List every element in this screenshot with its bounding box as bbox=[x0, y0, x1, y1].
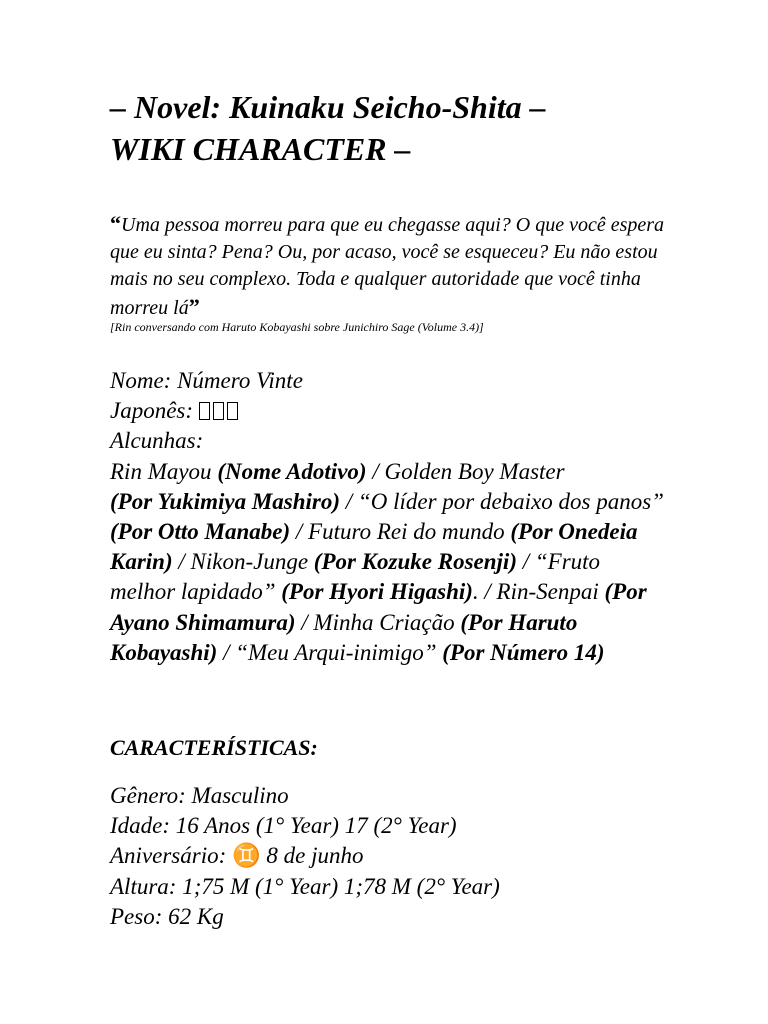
nickname-source: (Por Hyori Higashi) bbox=[281, 579, 473, 605]
title-line-2: WIKI CHARACTER – bbox=[110, 131, 411, 167]
weight-line: Peso: 62 Kg bbox=[110, 903, 224, 929]
japanese-label: Japonês: bbox=[110, 398, 194, 424]
nickname-source: (Por Haruto Kobayashi) bbox=[110, 609, 578, 665]
nicknames-list bbox=[110, 457, 670, 668]
nickname: / Minha Criação bbox=[295, 609, 461, 635]
nickname: Rin Mayou bbox=[110, 458, 218, 484]
nickname: / “Meu Arqui-inimigo” bbox=[217, 639, 443, 665]
missing-glyph-icon bbox=[227, 402, 238, 420]
height-line: Altura: 1;75 M (1° Year) 1;78 M (2° Year) bbox=[110, 873, 500, 899]
gemini-icon: ♊ bbox=[232, 843, 261, 869]
gender-line: Gênero: Masculino bbox=[110, 783, 289, 808]
nickname: / “O líder por debaixo dos panos” bbox=[340, 488, 664, 514]
nicknames-label: Alcunhas: bbox=[110, 428, 204, 454]
title-line-1: – Novel: Kuinaku Seicho-Shita – bbox=[110, 89, 546, 125]
nickname: / “Fruto melhor lapidado” bbox=[110, 549, 601, 605]
missing-glyph-icon bbox=[213, 402, 224, 420]
nickname: / Golden Boy Master bbox=[366, 458, 565, 484]
birthday-label: Aniversário: bbox=[110, 843, 227, 869]
nickname-source: (Nome Adotivo) bbox=[217, 458, 367, 484]
nickname-source: (Por Onedeia Karin) bbox=[110, 519, 638, 575]
page-title bbox=[110, 86, 710, 170]
nickname: / Nikon-Junge bbox=[172, 549, 314, 575]
nickname-source: (Por Kozuke Rosenji) bbox=[313, 549, 517, 575]
nickname: . / Rin-Senpai bbox=[472, 579, 605, 605]
quote-open-mark: “ bbox=[110, 211, 121, 236]
nickname-source: (Por Ayano Shimamura) bbox=[110, 579, 647, 635]
missing-glyph-icon bbox=[199, 402, 210, 420]
nickname: / Futuro Rei do mundo bbox=[290, 519, 511, 545]
name-line: Nome: Número Vinte bbox=[110, 368, 303, 393]
japanese-line bbox=[110, 396, 670, 426]
quote-text: Uma pessoa morreu para que eu chegasse aqui? O que você espera que eu sinta? Pena? Ou, por acaso, você se esqueceu? Eu não estou mais no seu complexo. Toda e qualquer autoridade que você tinha morreu lá bbox=[110, 214, 665, 319]
age-line: Idade: 16 Anos (1° Year) 17 (2° Year) bbox=[110, 813, 457, 839]
quote-close-mark: ” bbox=[188, 294, 200, 319]
character-info bbox=[110, 366, 670, 668]
nickname-source: (Por Otto Manabe) bbox=[110, 519, 291, 545]
characteristics-list bbox=[110, 781, 670, 932]
birthday-line bbox=[110, 841, 670, 871]
birthday-value: 8 de junho bbox=[266, 843, 364, 869]
nickname-source: (Por Número 14) bbox=[442, 639, 605, 665]
character-quote bbox=[110, 210, 670, 322]
nickname-source: (Por Yukimiya Mashiro) bbox=[110, 488, 341, 514]
characteristics-heading: CARACTERÍSTICAS: bbox=[110, 735, 318, 760]
quote-reference: [Rin conversando com Haruto Kobayashi sobre Junichiro Sage (Volume 3.4)] bbox=[110, 320, 484, 334]
